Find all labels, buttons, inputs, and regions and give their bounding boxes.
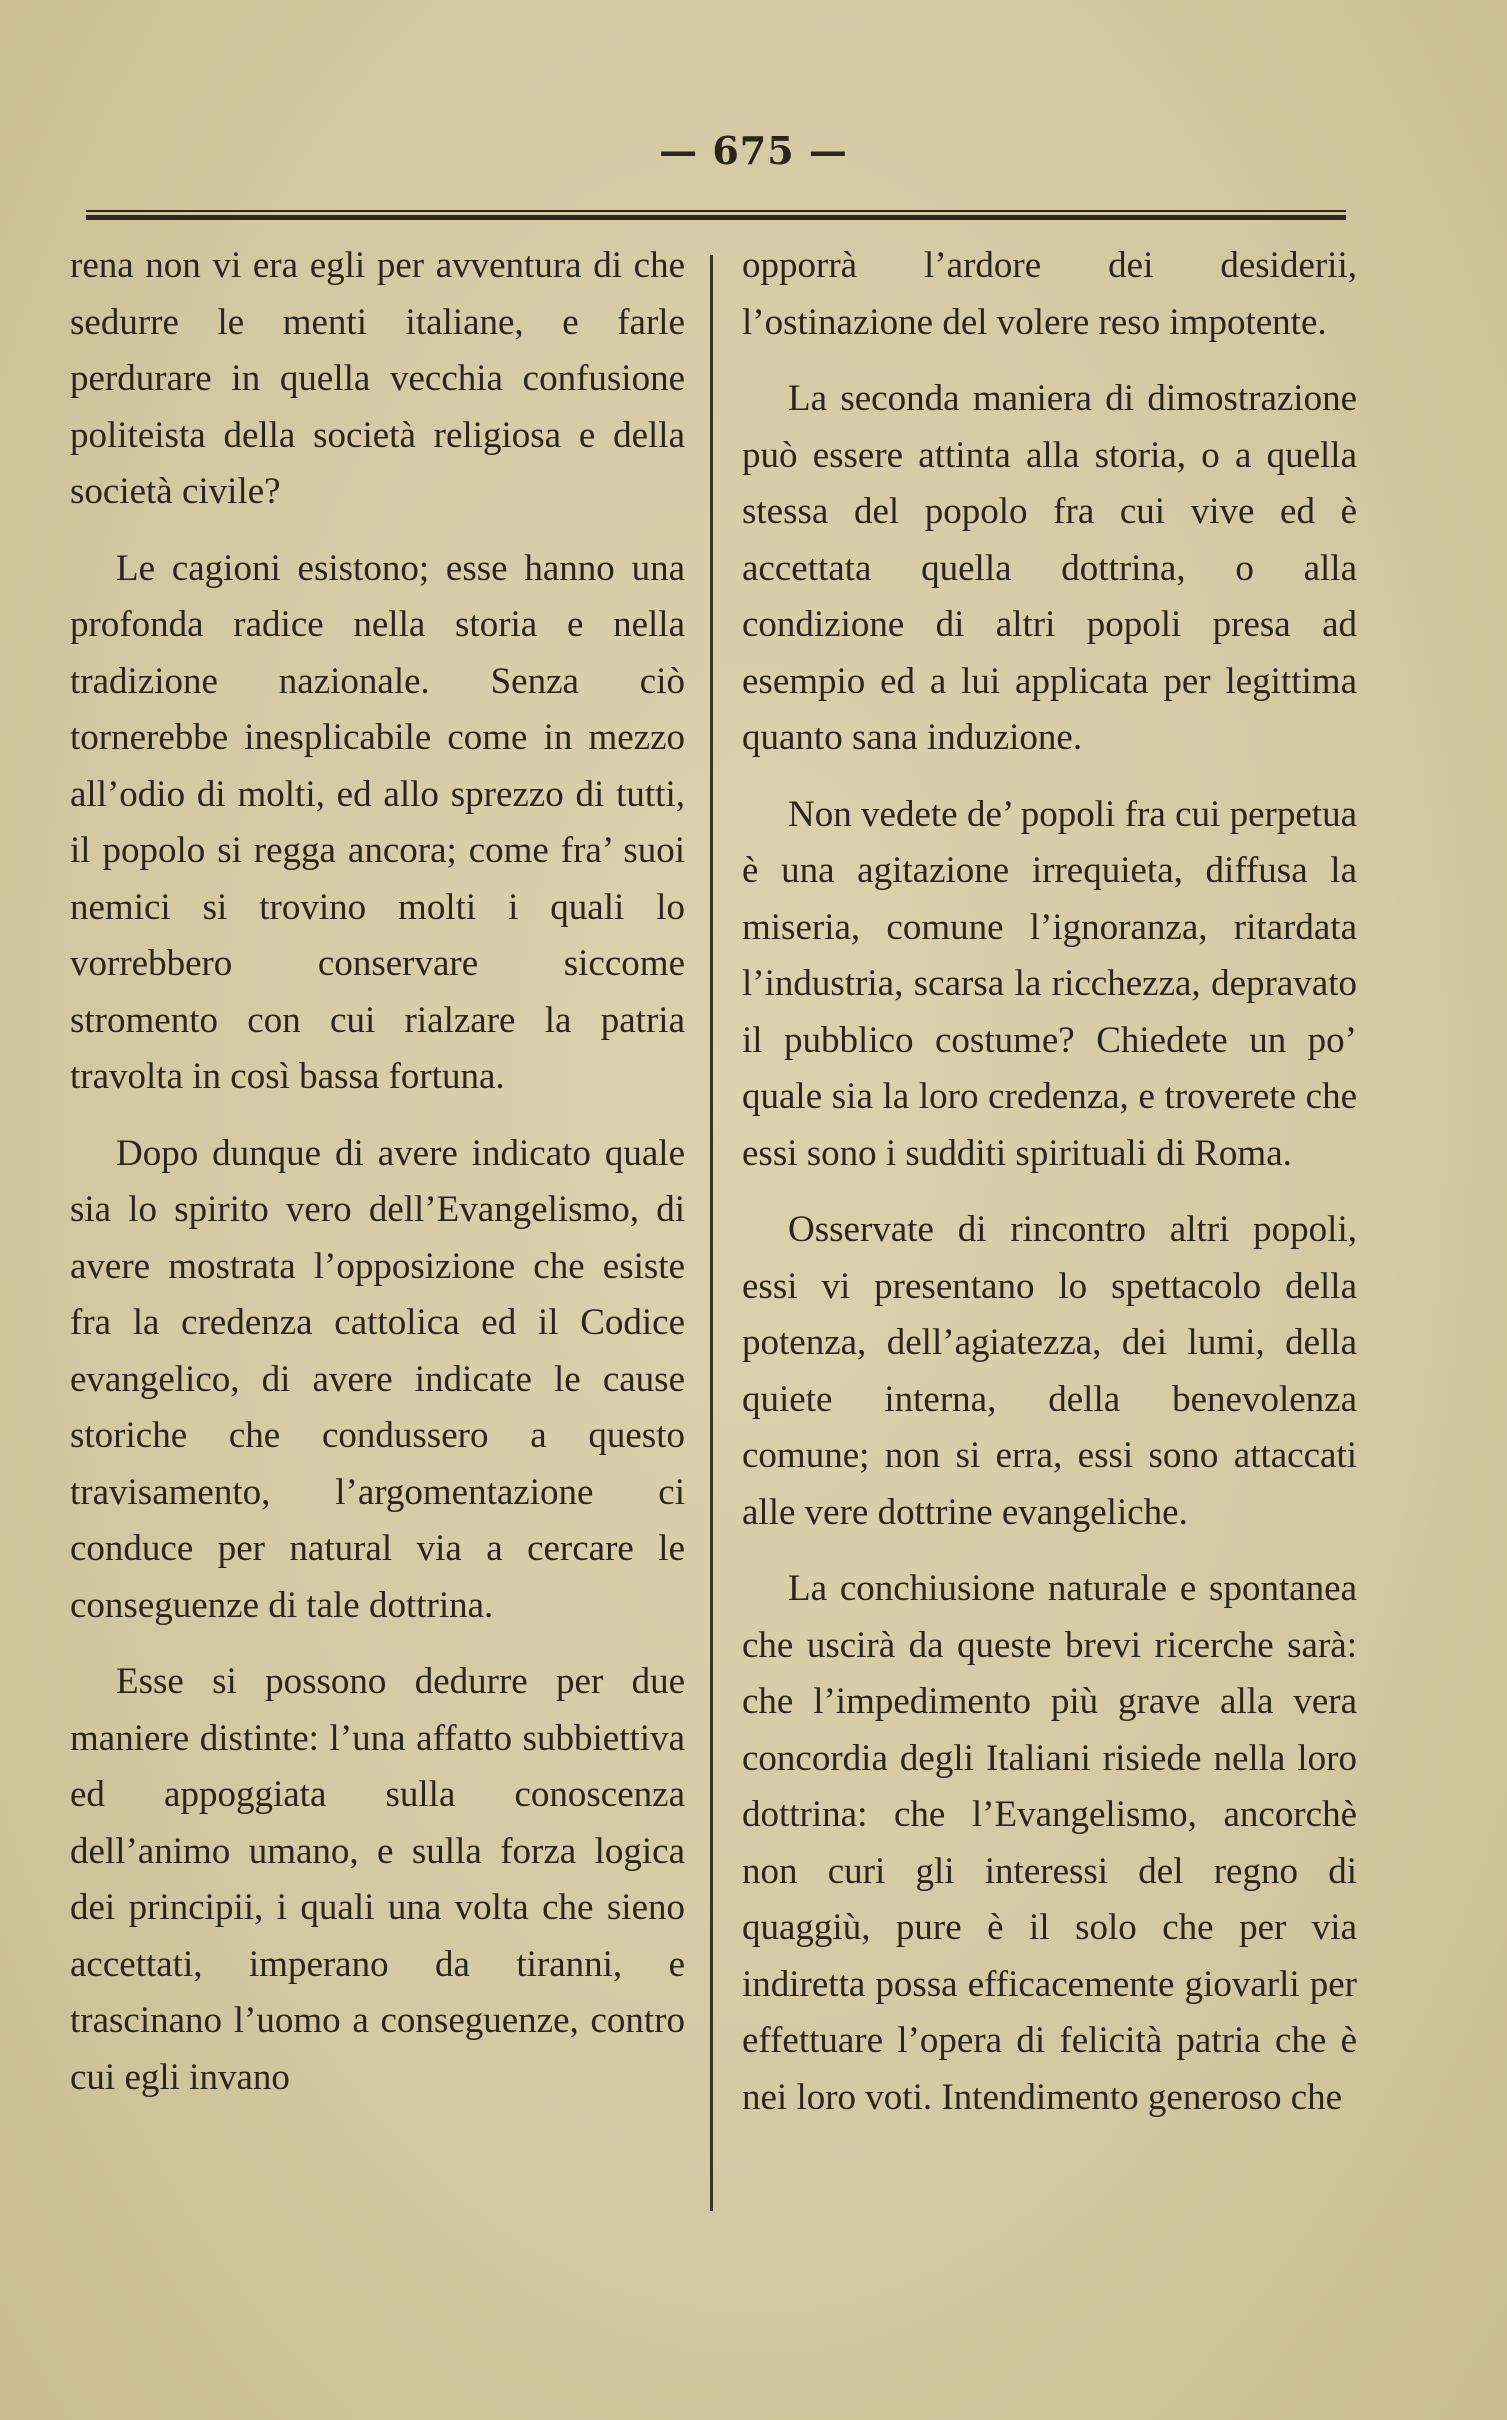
left-column: [70, 238, 685, 2126]
column-divider: [710, 255, 713, 2211]
paragraph: Le cagioni esistono; esse hanno una profonda radice nella storia e nella tradizione nazionale. Senza ciò tornerebbe inesplicabile come in mezzo all’odio di molti, ed allo sprezzo di tutti, il popolo si regga ancora; come fra’ suoi nemici si trovino molti i quali lo vorrebbero conservare siccome stromento con cui rialzare la patria travolta in così bassa fortuna.: [70, 547, 685, 1097]
right-column: [742, 238, 1357, 2146]
paragraph: La conchiusione naturale e spontanea che uscirà da queste brevi ricerche sarà: che l’impedimento più grave alla vera concordia degli Italiani risiede nella loro dottrina: che l’Evangelismo, ancorchè non curi gli interessi del regno di quaggiù, pure è il solo che per via indiretta possa efficacemente giovarli per effettuare l’opera di felicità patria che è nei loro voti. Intendimento generoso che: [742, 1568, 1357, 2118]
paragraph: Dopo dunque di avere indicato quale sia lo spirito vero dell’Evangelismo, di avere mostrata l’opposizione che esiste fra la credenza cattolica ed il Codice evangelico, di avere indicate le cause storiche che condussero a questo travisamento, l’argomentazione ci conduce per natural via a cercare le conseguenze di tale dottrina.: [70, 1132, 685, 1626]
paragraph: Osservate di rincontro altri popoli, essi vi presentano lo spettacolo della potenza, dell’agiatezza, dei lumi, della quiete interna, della benevolenza comune; non si erra, essi sono attaccati alle vere dottrine evangeliche.: [742, 1209, 1357, 1533]
paragraph: rena non vi era egli per avventura di che sedurre le menti italiane, e farle perdurare in quella vecchia confusione politeista della società religiosa e della società civile?: [70, 245, 685, 512]
paragraph: La seconda maniera di dimostrazione può essere attinta alla storia, o a quella stessa del popolo fra cui vive ed è accettata quella dottrina, o alla condizione di altri popoli presa ad esempio ed a lui applicata per legittima quanto sana induzione.: [742, 378, 1357, 758]
paragraph: Esse si possono dedurre per due maniere distinte: l’una affatto subbiettiva ed appoggiata sulla conoscenza dell’animo umano, e sulla forza logica dei principii, i quali una volta che sieno accettati, imperano da tiranni, e trascinano l’uomo a conseguenze, contro cui egli invano: [70, 1661, 685, 2098]
paragraph: Non vedete de’ popoli fra cui perpetua è una agitazione irrequieta, diffusa la miseria, comune l’ignoranza, ritardata l’industria, scarsa la ricchezza, depravato il pubblico costume? Chiedete un po’ quale sia la loro credenza, e troverete che essi sono i sudditi spirituali di Roma.: [742, 793, 1357, 1174]
paragraph: opporrà l’ardore dei desiderii, l’ostinazione del volere reso impotente.: [742, 245, 1357, 343]
header-rule: [86, 210, 1346, 220]
page-number: — 675 —: [659, 128, 848, 173]
